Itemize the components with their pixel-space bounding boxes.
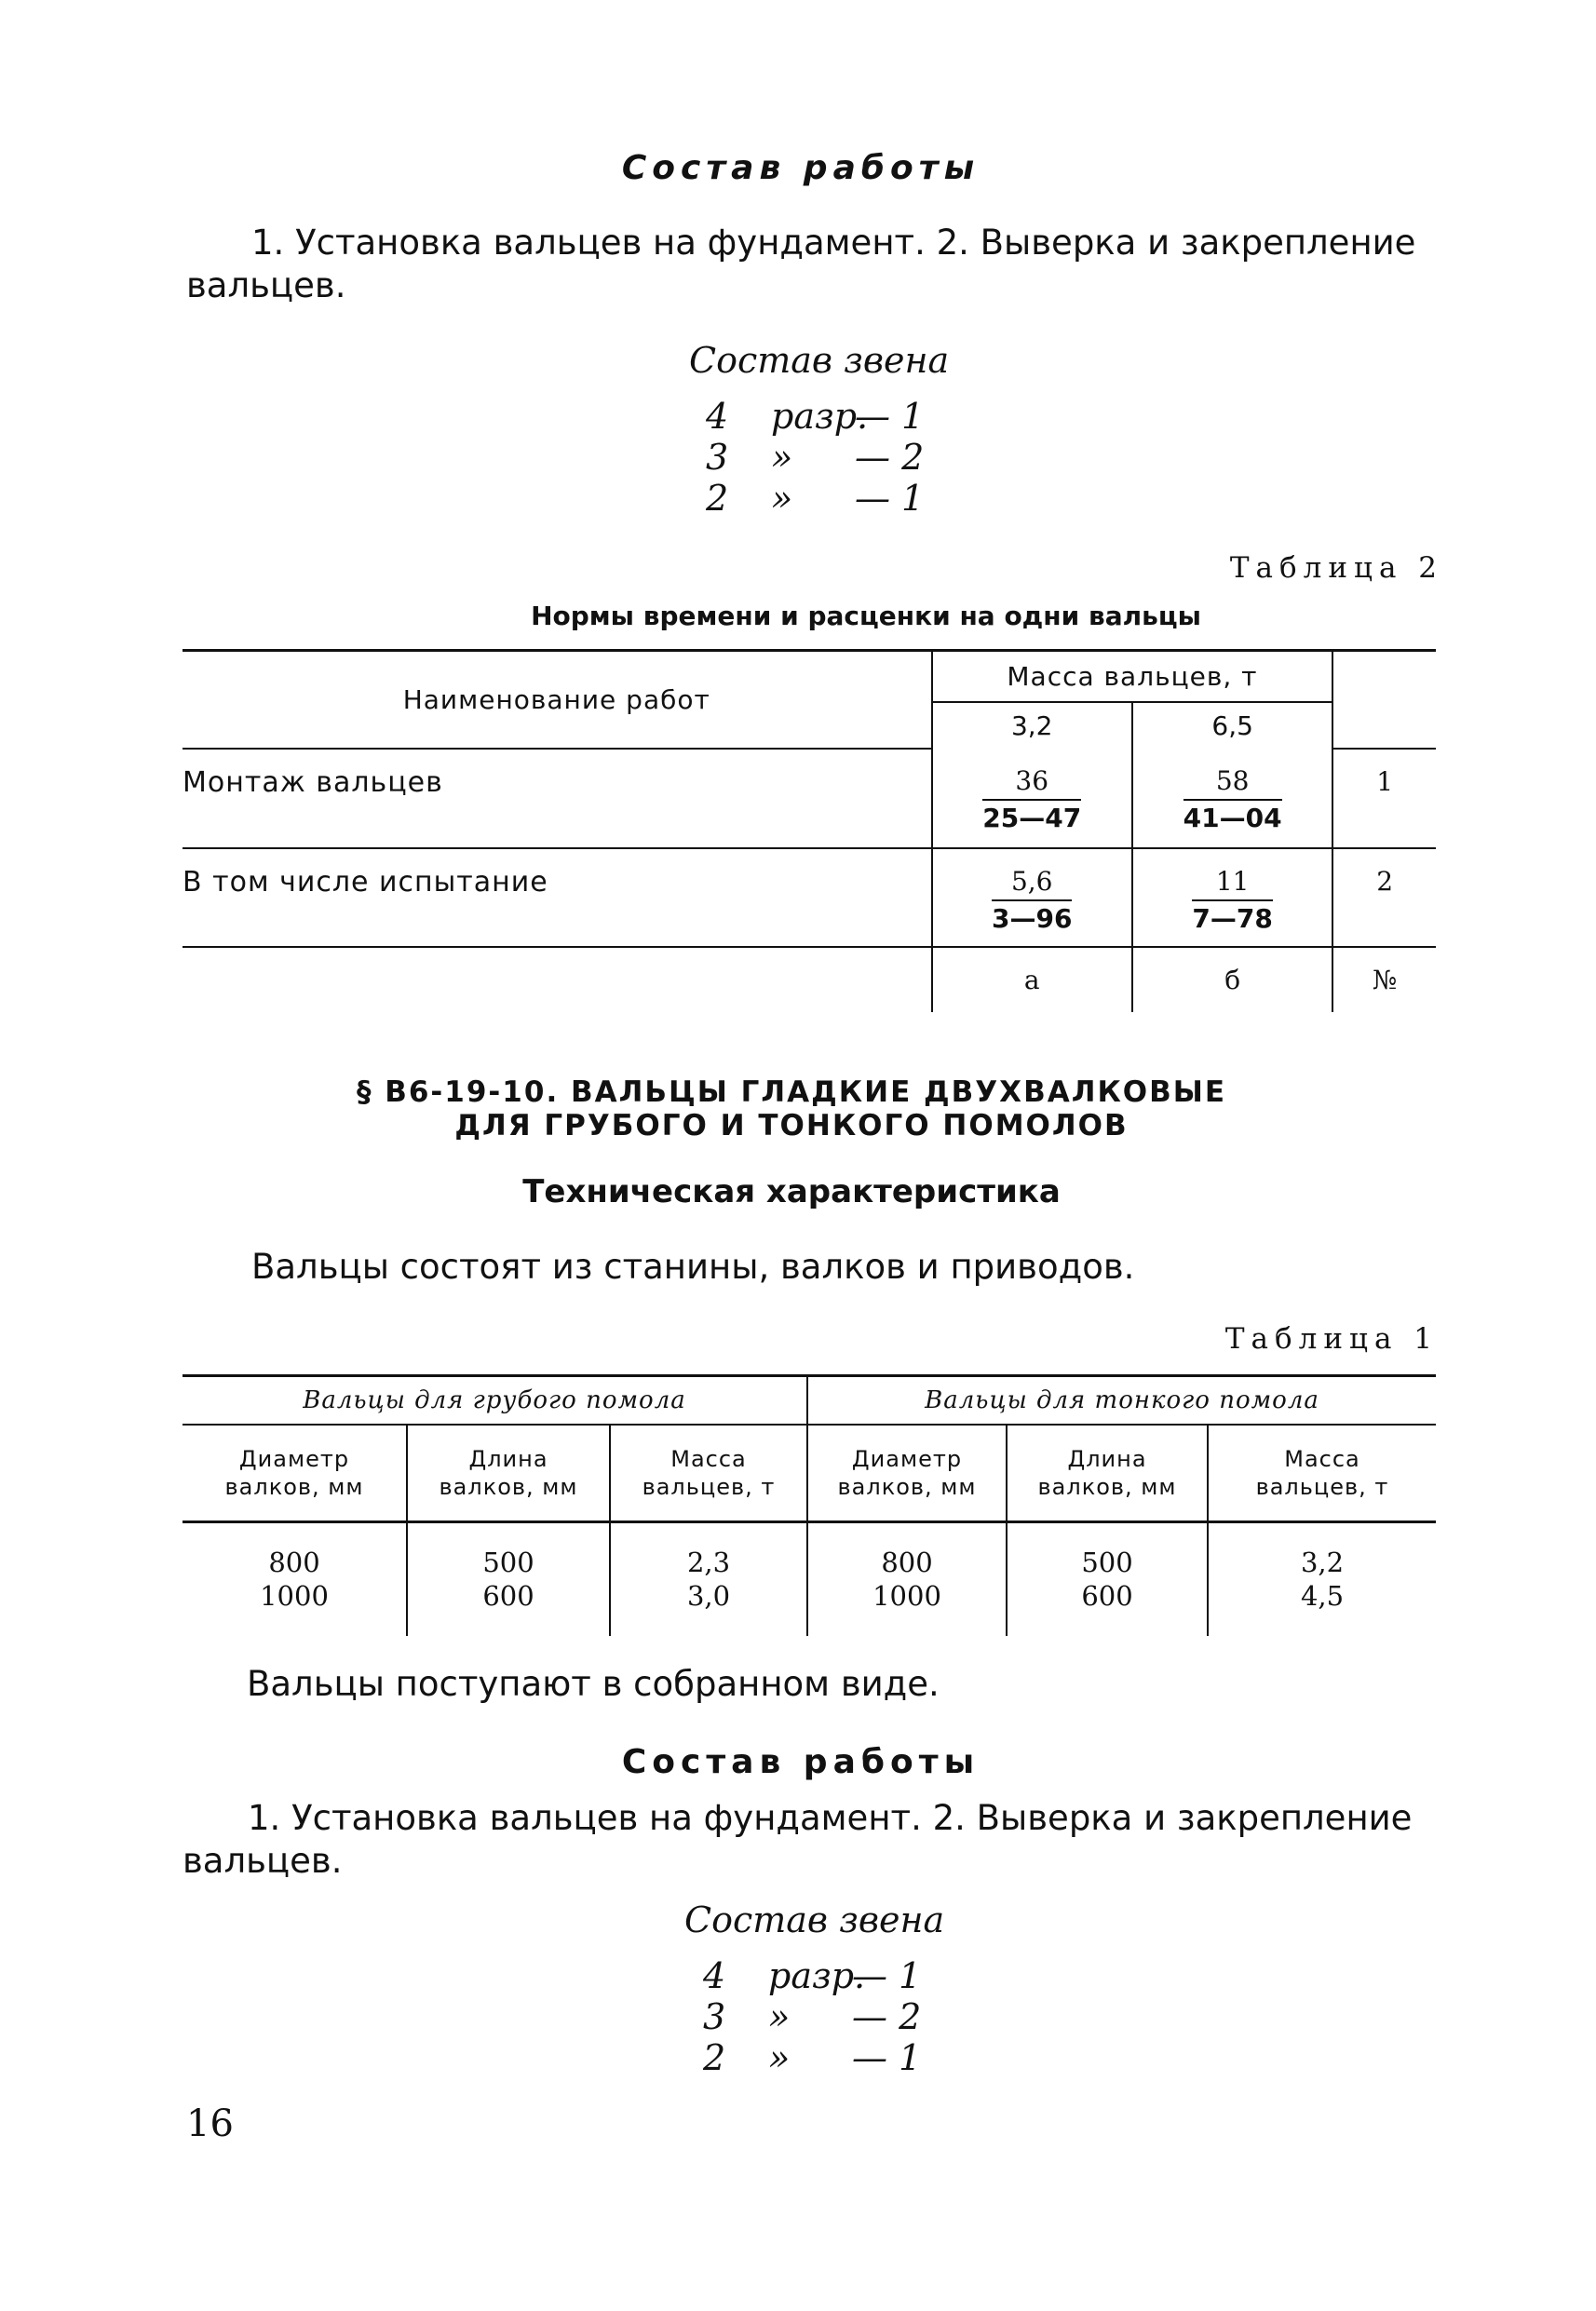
column-header bbox=[1007, 1425, 1208, 1522]
column-header-line: валков, мм bbox=[439, 1473, 578, 1500]
value-cell bbox=[407, 1522, 610, 1636]
row-number: 1 bbox=[1332, 749, 1436, 848]
price: 25—47 bbox=[982, 802, 1082, 833]
cell-value: 3,0 bbox=[686, 1580, 731, 1612]
crew-line bbox=[703, 1996, 921, 2037]
section-title bbox=[279, 1075, 1304, 1142]
crew-grade: 4 bbox=[706, 396, 729, 437]
work-name-cell: В том числе испытание bbox=[183, 848, 932, 947]
specifications-table bbox=[183, 1374, 1436, 1636]
table-row bbox=[183, 1522, 1436, 1636]
footer-label: а bbox=[932, 947, 1132, 1012]
cell-value: 4,5 bbox=[1300, 1580, 1345, 1612]
table2-caption: Нормы времени и расценки на одни вальцы bbox=[531, 601, 1201, 631]
section-title-line: ДЛЯ ГРУБОГО И ТОНКОГО ПОМОЛОВ bbox=[454, 1109, 1129, 1142]
crew-grade: 2 bbox=[706, 478, 729, 519]
column-header bbox=[183, 1425, 407, 1522]
crew-line bbox=[703, 1955, 921, 1996]
column-header-work-name: Наименование работ bbox=[183, 651, 932, 749]
footer-empty-cell bbox=[183, 947, 932, 1012]
crew-count: — 2 bbox=[852, 1996, 922, 2037]
cell-value: 500 bbox=[482, 1547, 534, 1578]
crew-grade: 3 bbox=[706, 437, 729, 478]
cell-value: 600 bbox=[1081, 1580, 1133, 1612]
work-name-cell: Монтаж вальцев bbox=[183, 749, 932, 848]
column-header-line: Масса bbox=[1284, 1445, 1360, 1472]
column-header-line: валков, мм bbox=[224, 1473, 364, 1500]
crew-grade: 4 bbox=[703, 1955, 726, 1996]
time-norm: 58 bbox=[1183, 764, 1282, 801]
footer-label: № bbox=[1332, 947, 1436, 1012]
column-header-line: валков, мм bbox=[1037, 1473, 1177, 1500]
crew-unit: » bbox=[768, 2037, 791, 2078]
crew-unit: » bbox=[768, 1996, 791, 2037]
cell-value: 1000 bbox=[260, 1580, 329, 1612]
crew-list bbox=[703, 1955, 921, 2078]
column-header-line: Диаметр bbox=[851, 1445, 963, 1472]
cell-value: 600 bbox=[482, 1580, 534, 1612]
time-norm: 5,6 bbox=[992, 864, 1072, 901]
group-header-coarse: Вальцы для грубого помола bbox=[183, 1376, 807, 1425]
value-cell bbox=[807, 1522, 1007, 1636]
norms-table bbox=[183, 649, 1436, 1012]
value-cell bbox=[610, 1522, 807, 1636]
footer-label: б bbox=[1132, 947, 1332, 1012]
column-header bbox=[610, 1425, 807, 1522]
work-composition-paragraph: 1. Установка вальцев на фундамент. 2. Выверка и закрепление вальцев. bbox=[186, 223, 1416, 305]
rate-cell bbox=[1132, 848, 1332, 947]
crew-count: — 1 bbox=[855, 478, 925, 519]
cell-value: 800 bbox=[268, 1547, 320, 1578]
column-header bbox=[1208, 1425, 1436, 1522]
rate-cell bbox=[1132, 749, 1332, 848]
value-cell bbox=[1007, 1522, 1208, 1636]
column-header-line: Диаметр bbox=[238, 1445, 350, 1472]
crew-list bbox=[706, 396, 924, 519]
rate-cell bbox=[932, 848, 1132, 947]
crew-grade: 2 bbox=[703, 2037, 726, 2078]
work-composition-paragraph: 1. Установка вальцев на фундамент. 2. Выверка и закрепление вальцев. bbox=[183, 1798, 1413, 1881]
section-intro: Вальцы состоят из станины, валков и приводов. bbox=[251, 1247, 1135, 1287]
price: 3—96 bbox=[992, 902, 1073, 934]
crew-title: Состав звена bbox=[684, 1899, 945, 1940]
value-cell bbox=[183, 1522, 407, 1636]
mass-value-header: 3,2 bbox=[932, 702, 1132, 749]
price: 7—78 bbox=[1192, 902, 1273, 934]
crew-unit: разр. bbox=[771, 396, 869, 437]
section-title-line: § В6-19-10. ВАЛЬЦЫ ГЛАДКИЕ ДВУХВАЛКОВЫЕ bbox=[356, 1075, 1227, 1109]
column-header-mass: Масса вальцев, т bbox=[932, 651, 1333, 702]
crew-line bbox=[706, 478, 924, 519]
column-header-line: вальцев, т bbox=[1255, 1473, 1389, 1500]
crew-count: — 1 bbox=[852, 2037, 922, 2078]
table-footer-row bbox=[183, 947, 1436, 1012]
crew-line bbox=[703, 2037, 921, 2078]
work-composition-heading: Состав работы bbox=[621, 1743, 981, 1781]
column-header-line: вальцев, т bbox=[642, 1473, 776, 1500]
column-header bbox=[407, 1425, 610, 1522]
table1-label: Таблица 1 bbox=[1224, 1322, 1439, 1356]
work-composition-heading: Состав работы bbox=[621, 149, 981, 187]
table2-label: Таблица 2 bbox=[1229, 551, 1443, 585]
column-header bbox=[807, 1425, 1007, 1522]
section-subtitle: Техническая характеристика bbox=[522, 1173, 1061, 1210]
crew-line bbox=[706, 437, 924, 478]
crew-grade: 3 bbox=[703, 1996, 726, 2037]
column-header-line: Длина bbox=[1067, 1445, 1147, 1472]
crew-line bbox=[706, 396, 924, 437]
cell-value: 500 bbox=[1081, 1547, 1133, 1578]
crew-count: — 1 bbox=[855, 396, 925, 437]
row-number: 2 bbox=[1332, 848, 1436, 947]
crew-count: — 2 bbox=[855, 437, 925, 478]
value-cell bbox=[1208, 1522, 1436, 1636]
time-norm: 11 bbox=[1192, 864, 1272, 901]
cell-value: 800 bbox=[881, 1547, 933, 1578]
crew-title: Состав звена bbox=[689, 340, 950, 381]
crew-unit: » bbox=[771, 437, 793, 478]
cell-value: 2,3 bbox=[686, 1547, 731, 1578]
time-norm: 36 bbox=[982, 764, 1081, 801]
page-number: 16 bbox=[186, 2102, 234, 2145]
rate-cell bbox=[932, 749, 1132, 848]
column-header-line: Длина bbox=[468, 1445, 548, 1472]
crew-count: — 1 bbox=[852, 1955, 922, 1996]
table-row bbox=[183, 848, 1436, 947]
cell-value: 3,2 bbox=[1300, 1547, 1345, 1578]
group-header-fine: Вальцы для тонкого помола bbox=[807, 1376, 1436, 1425]
price: 41—04 bbox=[1183, 802, 1282, 833]
crew-unit: » bbox=[771, 478, 793, 519]
crew-unit: разр. bbox=[768, 1955, 866, 1996]
column-header-line: валков, мм bbox=[837, 1473, 977, 1500]
number-column-header bbox=[1332, 651, 1436, 749]
column-header-line: Масса bbox=[670, 1445, 747, 1472]
delivery-note: Вальцы поступают в собранном виде. bbox=[247, 1664, 940, 1704]
table-row bbox=[183, 749, 1436, 848]
cell-value: 1000 bbox=[872, 1580, 941, 1612]
mass-value-header: 6,5 bbox=[1132, 702, 1332, 749]
